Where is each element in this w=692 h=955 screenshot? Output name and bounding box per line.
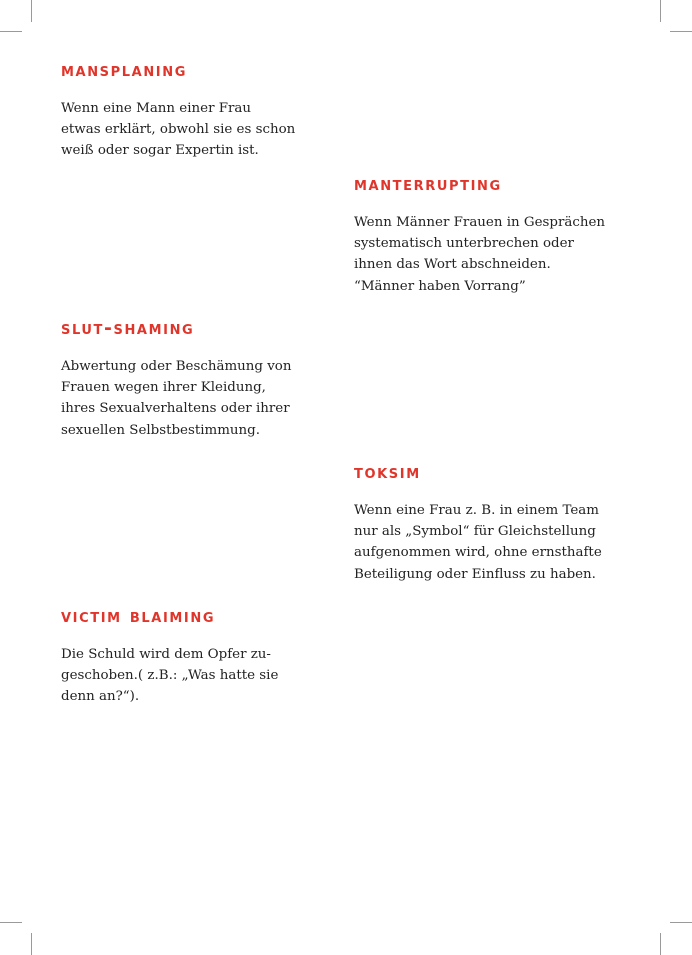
term-title: victim blaiming <box>61 605 216 627</box>
term-title: manterrupting <box>354 173 502 195</box>
term-manterrupting <box>354 172 605 297</box>
crop-mark <box>0 922 22 923</box>
term-toksim <box>354 460 602 585</box>
definition-line: systematisch unterbrechen oder <box>354 236 574 252</box>
term-victim-blaming <box>61 604 278 708</box>
definition-line: geschoben.( z.B.: „Was hatte sie <box>61 668 279 684</box>
definition-line: denn an?“). <box>61 689 140 705</box>
term-definition <box>61 356 291 441</box>
term-slut-shaming <box>61 316 291 441</box>
definition-line: Wenn Männer Frauen in Gesprächen <box>354 215 606 230</box>
definition-line: Die Schuld wird dem Opfer zu- <box>61 647 271 662</box>
term-definition <box>61 644 278 708</box>
definition-line: ihnen das Wort abschneiden. <box>354 257 551 273</box>
crop-mark <box>0 31 22 32</box>
crop-mark <box>660 0 661 22</box>
term-title: toksim <box>354 461 421 483</box>
definition-line: Abwertung oder Beschämung von <box>61 359 292 374</box>
definition-line: “Männer haben Vorrang” <box>354 278 526 294</box>
term-mansplaining <box>61 58 295 162</box>
definition-line: nur als „Symbol“ für Gleichstellung <box>354 524 596 540</box>
crop-mark <box>31 933 32 955</box>
term-definition <box>354 500 602 585</box>
definition-line: ihres Sexualverhaltens oder ihrer <box>61 401 290 417</box>
term-title: mansplaning <box>61 59 187 81</box>
definition-line: Beteiligung oder Einfluss zu haben. <box>354 566 596 582</box>
term-title: slut-shaming <box>61 317 195 339</box>
crop-mark <box>670 31 692 32</box>
definition-line: Wenn eine Frau z. B. in einem Team <box>354 503 599 518</box>
definition-line: Wenn eine Mann einer Frau <box>61 101 252 116</box>
definition-line: aufgenommen wird, ohne ernsthafte <box>354 545 602 561</box>
definition-line: Frauen wegen ihrer Kleidung, <box>61 380 266 396</box>
crop-mark <box>670 922 692 923</box>
definition-line: etwas erklärt, obwohl sie es schon <box>61 122 296 138</box>
term-definition <box>61 98 295 162</box>
term-definition <box>354 212 605 297</box>
crop-mark <box>31 0 32 22</box>
crop-mark <box>660 933 661 955</box>
definition-line: weiß oder sogar Expertin ist. <box>61 143 259 159</box>
definition-line: sexuellen Selbstbestimmung. <box>61 422 260 438</box>
